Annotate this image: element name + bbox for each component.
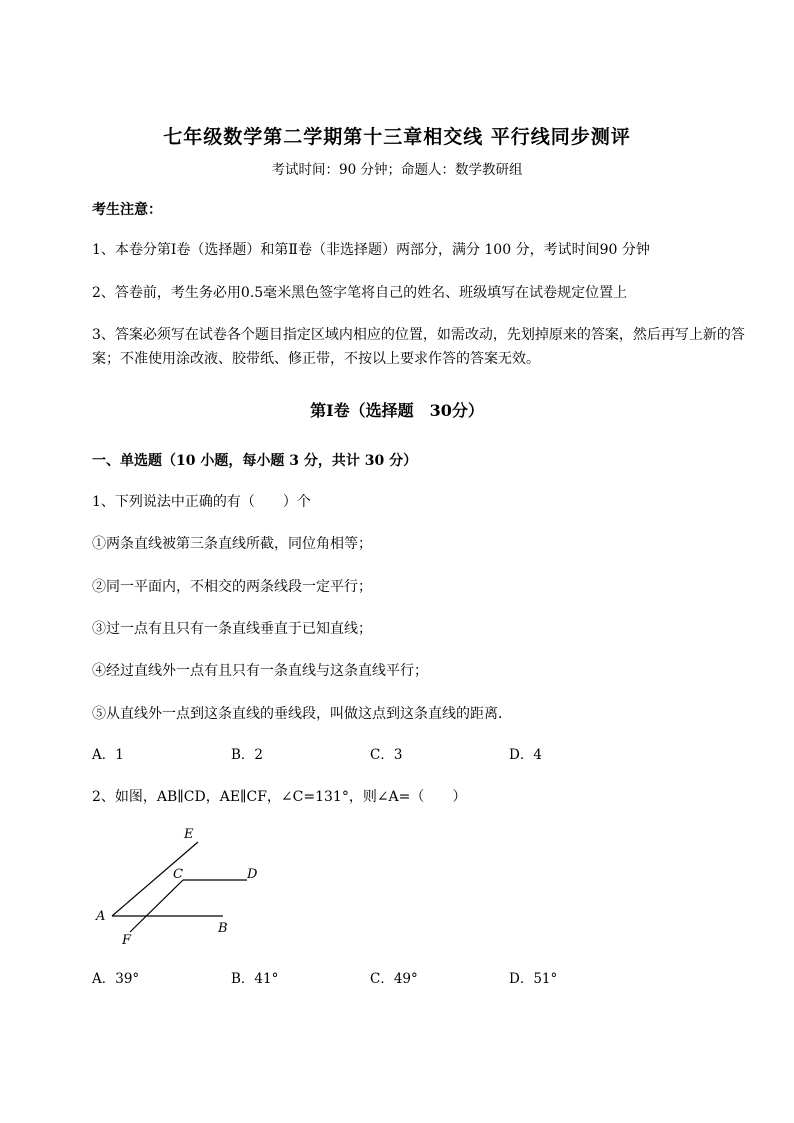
label-f: F <box>122 933 132 948</box>
label-a: A <box>96 909 106 924</box>
question-1-option-a: A．1 <box>92 747 124 763</box>
label-d: D <box>247 867 258 882</box>
question-2-option-a: A．39° <box>92 971 140 987</box>
label-e: E <box>184 827 194 842</box>
question-1-statement-2: ②同一平面内，不相交的两条线段一定平行； <box>92 579 372 595</box>
notice-item-3: 3、答案必须写在试卷各个题目指定区域内相应的位置，如需改动，先划掉原来的答案，然后再写上新的答案；不准使用涂改液、胶带纸、修正带，不按以上要求作答的答案无效。 <box>92 327 745 367</box>
question-2-option-c: C．49° <box>370 971 418 987</box>
question-1-statement-5: ⑤从直线外一点到这条直线的垂线段，叫做这点到这条直线的距离． <box>92 706 512 722</box>
part-heading: 一、单选题（10 小题，每小题 3 分，共计 30 分） <box>92 453 418 469</box>
question-2-stem: 2、如图，AB∥CD，AE∥CF，∠C=131°，则∠A=（ ） <box>92 789 467 805</box>
question-1-option-b: B．2 <box>231 747 264 763</box>
notice-item-1: 1、本卷分第Ⅰ卷（选择题）和第Ⅱ卷（非选择题）两部分，满分 100 分，考试时间90 分钟 <box>92 242 650 258</box>
question-1-statement-1: ①两条直线被第三条直线所截，同位角相等； <box>92 536 372 552</box>
question-1-stem: 1、下列说法中正确的有（ ）个 <box>92 494 311 510</box>
exam-info: 考试时间：90 分钟；命题人：数学教研组 <box>271 162 523 178</box>
question-1-statement-4: ④经过直线外一点有且只有一条直线与这条直线平行； <box>92 663 428 679</box>
line-ae <box>112 842 198 916</box>
question-2-option-b: B．41° <box>231 971 279 987</box>
section-title: 第Ⅰ卷（选择题 30分） <box>310 401 484 420</box>
label-b: B <box>218 921 228 936</box>
notice-heading: 考生注意： <box>92 202 162 218</box>
question-2-option-d: D．51° <box>509 971 558 987</box>
question-2-figure <box>85 820 275 950</box>
line-cf <box>130 880 183 932</box>
question-1-option-d: D．4 <box>509 747 542 763</box>
notice-item-2: 2、答卷前，考生务必用0.5毫米黑色签字笔将自己的姓名、班级填写在试卷规定位置上 <box>92 285 628 301</box>
question-1-option-c: C．3 <box>370 747 403 763</box>
question-1-statement-3: ③过一点有且只有一条直线垂直于已知直线； <box>92 621 372 637</box>
label-c: C <box>173 867 183 882</box>
page-title: 七年级数学第二学期第十三章相交线 平行线同步测评 <box>163 126 631 148</box>
